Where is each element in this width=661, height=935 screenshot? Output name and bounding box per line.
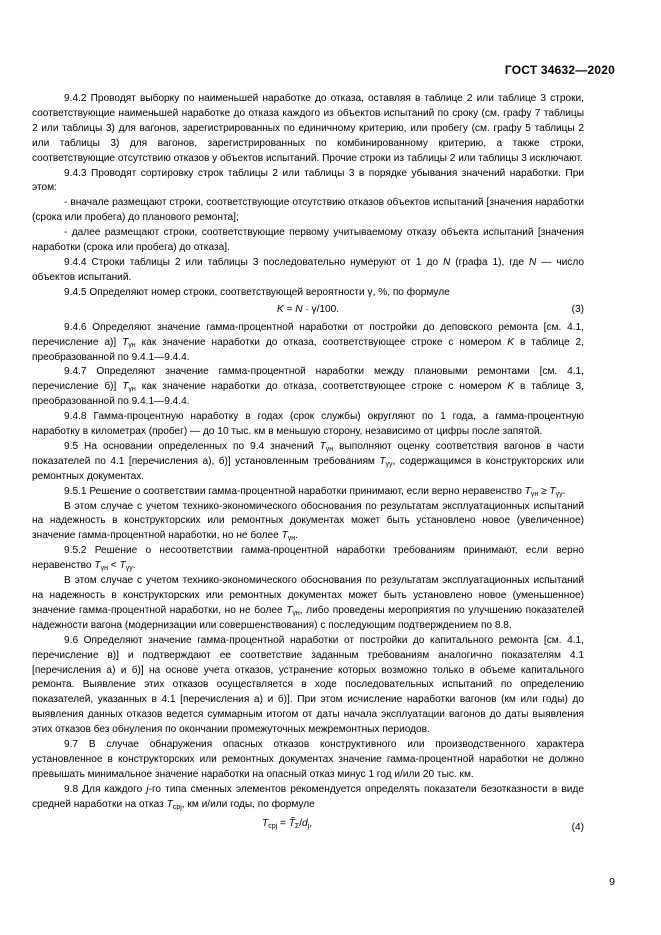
formula-number: (4) [571, 821, 584, 833]
paragraph-9-5-1: 9.5.1 Решение о соответствии гамма-процентной наработки принимают, если верно неравенство $T_{\gamma н} \ge T_{\gamma у}$. [64, 485, 566, 498]
paragraph-9-7: 9.7 В случае обнаружения опасных отказов конструктивного или производственного характера установленное в конструкторских или ремонтных документах значение гамма-процентной наработки не должно превышать минимальное значение наработки на опасный отказ минус 1 год и/или 20 тыс. км. [32, 739, 584, 780]
paragraph-9-4-5: 9.4.5 Определяют номер строки, соответствующей вероятности γ, %, по формуле [64, 286, 450, 298]
paragraph-9-5: 9.5 На основании определенных по 9.4 значений $T_{\gamma н}$ выполняют оценку соответствия вагонов в части показателей по 4.1 [перечисления а), б)] установленным требованиям $T_{\gamma у}$, содержащимся в конструкторских или ремонтных документах. [32, 440, 584, 482]
paragraph-9-4-4: 9.4.4 Строки таблицы 2 или таблицы 3 последовательно нумеруют от 1 до N (графа 1), где N — число объектов испытаний. [32, 256, 584, 283]
document-number-header: ГОСТ 34632—2020 [504, 63, 615, 77]
paragraph-9-5-2: 9.5.2 Решение о несоответствии гамма-процентной наработки требованиям принимают, если верно неравенство $T_{\gamma н} < T_{\gamma у}$. [32, 545, 584, 573]
paragraph-9-4-7: 9.4.7 Определяют значение гамма-процентной наработки между плановыми ремонтами [см. 4.1, перечисление б)] $T_{\gamma н}$ как значение наработки до отказа, соответствующее строке с номером K в таблице 3, преобразованной по 9.4.1—9.4.4. [32, 366, 585, 408]
page-number: 9 [609, 876, 615, 888]
formula-3: K = N · γ/100. (3) [32, 303, 584, 318]
paragraph-9-4-2: 9.4.2 Проводят выборку по наименьшей наработке до отказа, оставляя в таблице 2 или таблице 3 строки, соответствующие наименьшей наработке до отказа каждого из объектов испытаний по сроку (см. графу 7 таблицы 2 или таблицы 3) для вагонов, зарегистрированных по единичному критерию, или пробегу (см. графу 5 таблицы 2 или таблицы 3) для вагонов, зарегистрированных по комбинированному критерию, а также строки, соответствующие отсутствию отказов у объектов испытаний. Прочие строки из таблицы 2 или таблицы 3 исключают. [32, 93, 584, 164]
list-item-no-failures: - вначале размещают строки, соответствующие отсутствию отказов объектов испытаний [значения наработки (срока или пробега) до планового ремонта]; [32, 197, 584, 224]
formula-4: $T_{срj}$ = $T̃_\Sigma/d_j$, (4) [32, 817, 584, 839]
paragraph-9-6: 9.6 Определяют значение гамма-процентной наработки от постройки до капитального ремонта [см. 4.1, перечисление в)] и подтверждают ее соответствие заданным требованиям аналогично показателям 4.1 [перечисления а) и б)] на основе учета отказов, устранение которых возможно только в объеме капитального ремонта. Выявление этих отказов осуществляется в ходе последовательных испытаний по определению показателей, указанных в 4.1 [перечисления а) и б)]. При этом исчисление наработки вагонов (км или годы) до выявления данных отказов ведется суммарным итогом от даты начала эксплуатации вагонов до даты выявления этих отказов без обнуления по окончании промежуточных межремонтных периодов. [32, 634, 584, 736]
document-body [32, 92, 584, 842]
paragraph-increase-case: В этом случае с учетом технико-экономического обоснования по результатам эксплуатационных испытаний на надежность в конструкторских или ремонтных документах может быть установлено новое (увеличенное) значение гамма-процентной наработки, но не более $T_{\gamma н}$. [32, 500, 584, 543]
paragraph-9-4-6: 9.4.6 Определяют значение гамма-процентной наработки от постройки до деповского ремонта [см. 4.1, перечисление а)] $T_{\gamma н}$ как значение наработки до отказа, соответствующее строке с номером K в таблице 2, преобразованной по 9.4.1—9.4.4. [32, 321, 584, 363]
paragraph-9-4-3: 9.4.3 Проводят сортировку строк таблицы 2 или таблицы 3 в порядке убывания значений наработки. При этом: [32, 167, 584, 194]
paragraph-9-4-8: 9.4.8 Гамма-процентную наработку в годах (срок службы) округляют по 1 года, а гамма-процентную наработку в километрах (пробег) — до 10 тыс. км в меньшую сторону, независимо от цифры после запятой. [32, 411, 584, 438]
paragraph-9-8: 9.8 Для каждого j-го типа сменных элементов рекомендуется определять показатели безотказности в виде средней наработки на отказ $T_{срj}$, км и/или годы, по формуле [32, 783, 584, 811]
paragraph-decrease-case: В этом случае с учетом технико-экономического обоснования по результатам эксплуатационных испытаний на надежность в конструкторских или ремонтных документах может быть установлено новое (уменьшенное) значение гамма-процентной наработки, но не более $T_{\gamma н}$, либо проведены мероприятия по улучшению показателей надежности вагона (модернизации или совершенствования) с последующим подтверждением по 8.8. [32, 575, 584, 631]
list-item-first-failure: - далее размещают строки, соответствующие первому учитываемому отказу объекта испытаний [значения наработки (срока или пробега) до отказа]. [32, 227, 584, 254]
formula-number: (3) [571, 303, 584, 315]
